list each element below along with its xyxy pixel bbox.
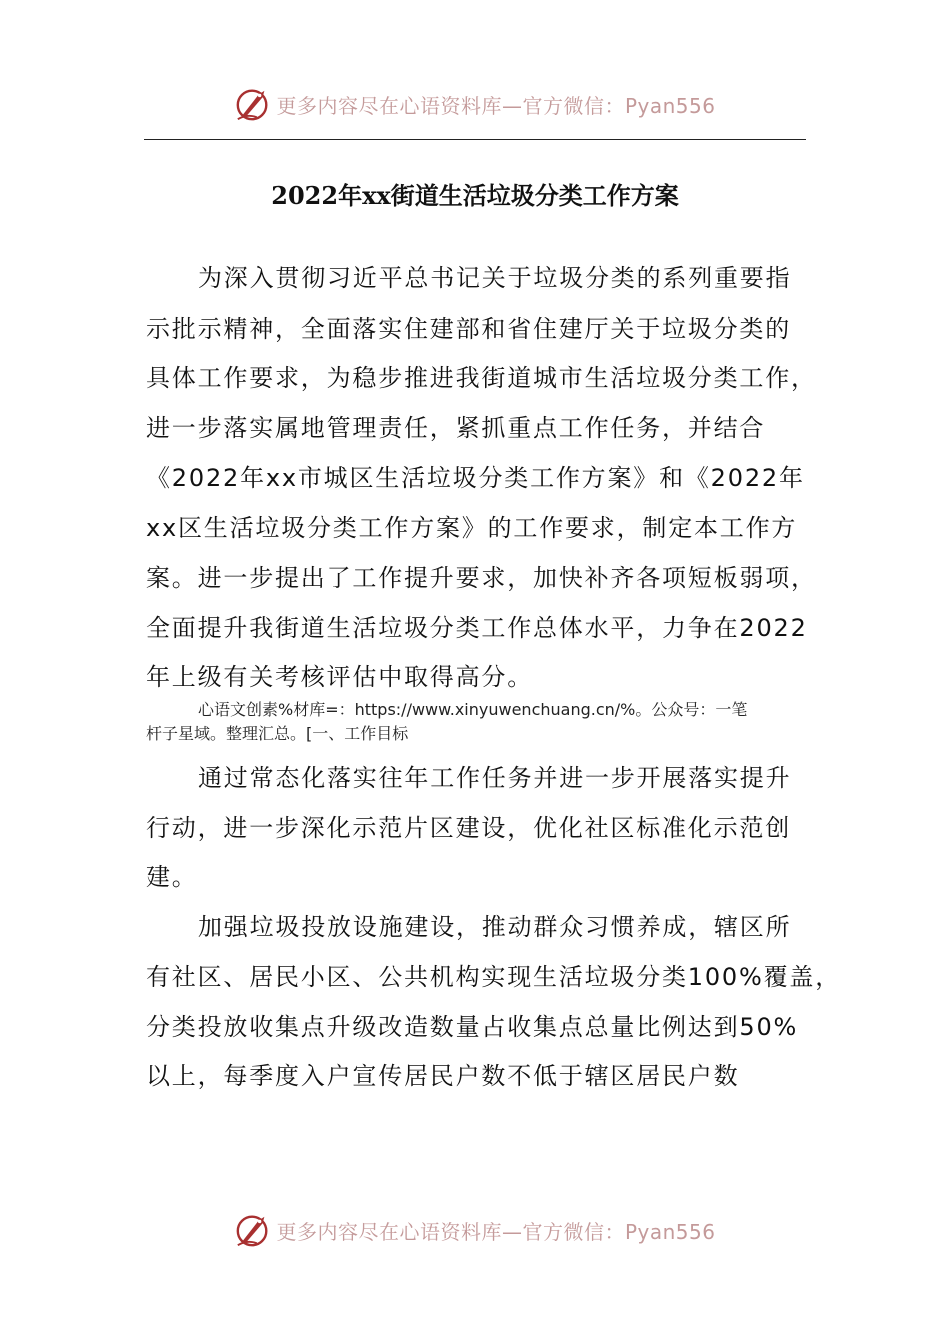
paragraph-line: 有社区、居民小区、公共机构实现生活垃圾分类100%覆盖， <box>146 963 842 991</box>
paragraph-line: 建。 <box>146 863 198 891</box>
paragraph-line: 进一步落实属地管理责任，紧抓重点工作任务，并结合 <box>146 414 766 442</box>
footer-banner-text: 更多内容尽在心语资料库—官方微信：Pyan556 <box>276 1219 716 1244</box>
header-banner-text: 更多内容尽在心语资料库—官方微信：Pyan556 <box>276 93 716 118</box>
paragraph-line: 以上，每季度入户宣传居民户数不低于辖区居民户数 <box>146 1062 740 1090</box>
source-note-line: 心语文创素%材库=：https://www.xinyuwenchuang.cn/%。公众号：一笔 <box>198 700 748 719</box>
paragraph-line: 全面提升我街道生活垃圾分类工作总体水平，力争在2022 <box>146 614 808 642</box>
pen-nib-logo-icon <box>234 85 272 123</box>
paragraph-line: 加强垃圾投放设施建设，推动群众习惯养成，辖区所 <box>198 913 792 941</box>
paragraph-line: xx区生活垃圾分类工作方案》的工作要求，制定本工作方 <box>146 514 798 542</box>
header-divider <box>144 139 806 140</box>
source-note-line: 杆子星域。整理汇总。[一、工作目标 <box>146 724 409 743</box>
paragraph-line: 通过常态化落实往年工作任务并进一步开展落实提升 <box>198 764 792 792</box>
paragraph-line: 分类投放收集点升级改造数量占收集点总量比例达到50% <box>146 1013 799 1041</box>
header-banner[interactable] <box>0 84 950 124</box>
paragraph-line: 行动，进一步深化示范片区建设，优化社区标准化示范创 <box>146 814 791 842</box>
paragraph-line: 示批示精神，全面落实住建部和省住建厅关于垃圾分类的 <box>146 315 791 343</box>
document-title: 2022年xx街道生活垃圾分类工作方案 <box>271 181 679 210</box>
paragraph-line: 案。进一步提出了工作提升要求，加快补齐各项短板弱项， <box>146 564 817 592</box>
paragraph-line: 为深入贯彻习近平总书记关于垃圾分类的系列重要指 <box>198 264 792 292</box>
paragraph-line: 《2022年xx市城区生活垃圾分类工作方案》和《2022年 <box>146 464 805 492</box>
paragraph-line: 年上级有关考核评估中取得高分。 <box>146 663 533 691</box>
footer-banner[interactable] <box>0 1210 950 1250</box>
paragraph-line: 具体工作要求，为稳步推进我街道城市生活垃圾分类工作， <box>146 364 817 392</box>
pen-nib-logo-icon <box>234 1211 272 1249</box>
